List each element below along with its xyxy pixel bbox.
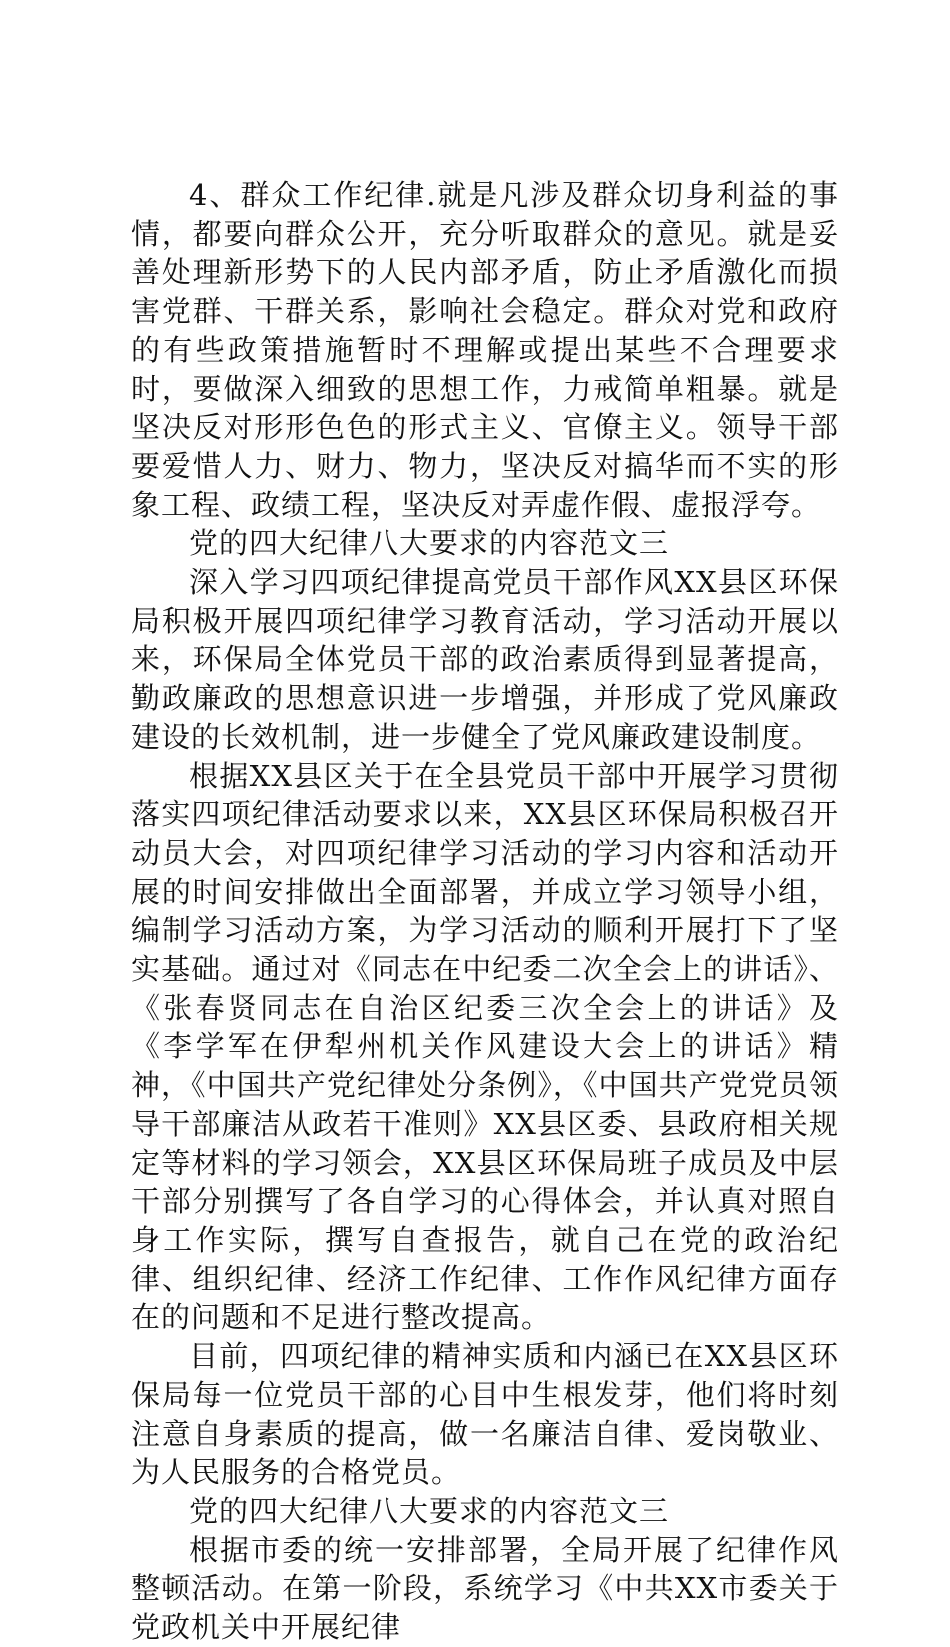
- paragraph-current-status: 目前，四项纪律的精神实质和内涵已在XX县区环保局每一位党员干部的心目中生根发芽，他们将时刻注意自身素质的提高，做一名廉洁自律、爱岗敬业、为人民服务的合格党员。: [131, 1339, 839, 1490]
- paragraph-mass-work-discipline: 4、群众工作纪律.就是凡涉及群众切身利益的事情，都要向群众公开，充分听取群众的意见。就是妥善处理新形势下的人民内部矛盾，防止矛盾激化而损害党群、干群关系，影响社会稳定。群众对党和政府的有些政策措施暂时不理解或提出某些不合理要求时，要做深入细致的思想工作，力戒简单粗暴。就是坚决反对形形色色的形式主义、官僚主义。领导干部要爱惜人力、财力、物力，坚决反对搞华而不实的形象工程、政绩工程，坚决反对弄虚作假、虚报浮夸。: [131, 178, 839, 522]
- document-body: [131, 176, 839, 1647]
- paragraph-implementation: 根据XX县区关于在全县党员干部中开展学习贯彻落实四项纪律活动要求以来，XX县区环保局积极召开动员大会，对四项纪律学习活动的学习内容和活动开展的时间安排做出全面部署，并成立学习领导小组，编制学习活动方案，为学习活动的顺利开展打下了坚实基础。通过对《同志在中纪委二次全会上的讲话》、《张春贤同志在自治区纪委三次全会上的讲话》及《李学军在伊犁州机关作风建设大会上的讲话》精神，《中国共产党纪律处分条例》，《中国共产党党员领导干部廉洁从政若干准则》XX县区委、县政府相关规定等材料的学习领会，XX县区环保局班子成员及中层干部分别撰写了各自学习的心得体会，并认真对照自身工作实际，撰写自查报告，就自己在党的政治纪律、组织纪律、经济工作纪律、工作作风纪律方面存在的问题和不足进行整改提高。: [131, 758, 839, 1335]
- section-heading: 党的四大纪律八大要求的内容范文三: [189, 1493, 670, 1528]
- paragraph-city-committee: 根据市委的统一安排部署，全局开展了纪律作风整顿活动。在第一阶段，系统学习《中共XX市委关于党政机关中开展纪律: [131, 1532, 839, 1645]
- section-heading: 党的四大纪律八大要求的内容范文三: [189, 526, 670, 561]
- paragraph-study-four-disciplines: 深入学习四项纪律提高党员干部作风XX县区环保局积极开展四项纪律学习教育活动，学习活动开展以来，环保局全体党员干部的政治素质得到显著提高，勤政廉政的思想意识进一步增强，并形成了党风廉政建设的长效机制，进一步健全了党风廉政建设制度。: [131, 565, 839, 754]
